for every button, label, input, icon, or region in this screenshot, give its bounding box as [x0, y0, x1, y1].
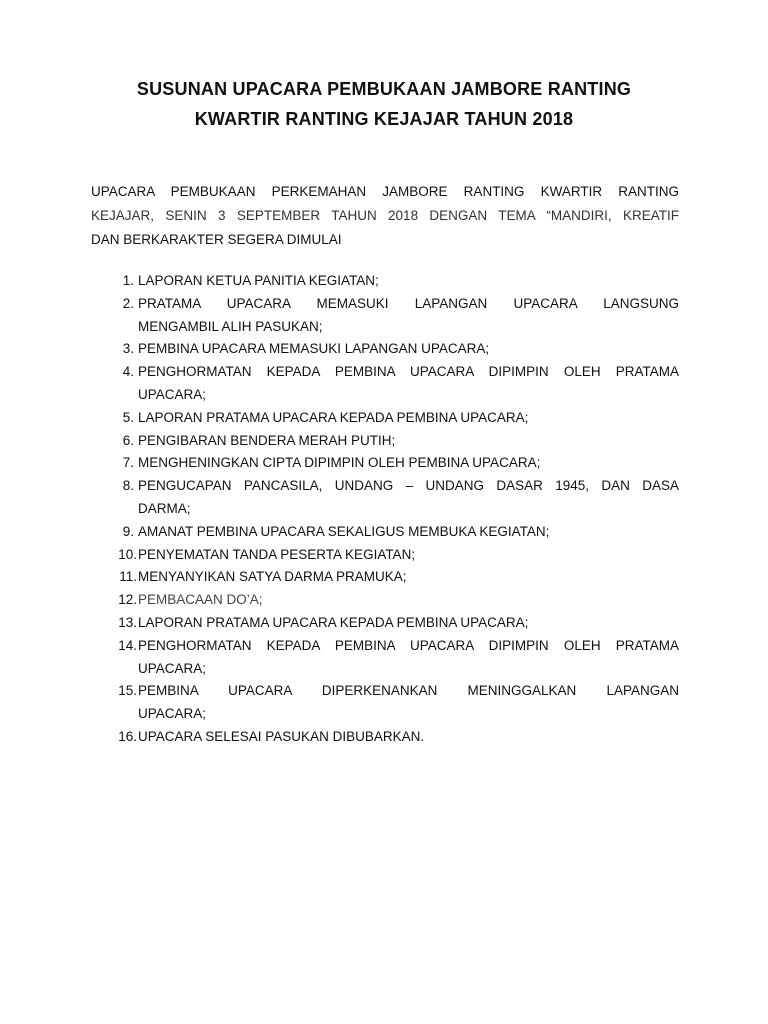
intro-line-1: UPACARA PEMBUKAAN PERKEMAHAN JAMBORE RANTING KWARTIR RANTING [91, 184, 679, 199]
intro-line-2: KEJAJAR, SENIN 3 SEPTEMBER TAHUN 2018 DENGAN TEMA “MANDIRI, KREATIF [91, 208, 679, 223]
list-item-text: PENGHORMATAN KEPADA PEMBINA UPACARA DIPIMPIN OLEH PRATAMA [138, 364, 679, 380]
list-item-number: 5. [122, 409, 134, 425]
list-item [91, 338, 679, 361]
list-item-text: PENGIBARAN BENDERA MERAH PUTIH; [138, 432, 396, 448]
list-item-text: AMANAT PEMBINA UPACARA SEKALIGUS MEMBUKA KEGIATAN; [138, 523, 550, 539]
list-item [91, 475, 679, 521]
list-item-number: 7. [122, 455, 134, 471]
list-item [91, 293, 679, 339]
list-item [91, 726, 679, 749]
list-item-number: 6. [122, 432, 134, 448]
list-item [91, 589, 679, 612]
list-item-text: PEMBACAAN DO’A; [138, 592, 263, 608]
list-item-text-cont: UPACARA; [138, 706, 207, 722]
list-item-text-cont: UPACARA; [138, 660, 207, 676]
list-item-text: PENGHORMATAN KEPADA PEMBINA UPACARA DIPIMPIN OLEH PRATAMA [138, 637, 679, 653]
list-item [91, 635, 679, 681]
list-item [91, 407, 679, 430]
list-item-text: PENGUCAPAN PANCASILA, UNDANG – UNDANG DASAR 1945, DAN DASA [138, 478, 679, 494]
list-item-text: PENYEMATAN TANDA PESERTA KEGIATAN; [138, 546, 416, 562]
list-item [91, 452, 679, 475]
list-item-text: MENYANYIKAN SATYA DARMA PRAMUKA; [138, 569, 407, 585]
list-item-number: 11. [119, 569, 137, 585]
list-item-number: 2. [122, 295, 134, 311]
list-item-text: LAPORAN PRATAMA UPACARA KEPADA PEMBINA UPACARA; [138, 614, 529, 630]
list-item [91, 680, 679, 726]
list-item-number: 3. [122, 341, 134, 357]
list-item-text: PRATAMA UPACARA MEMASUKI LAPANGAN UPACARA LANGSUNG [138, 295, 679, 311]
list-item [91, 612, 679, 635]
list-item-number: 16. [118, 728, 137, 744]
list-item [91, 430, 679, 453]
list-item-number: 12. [118, 592, 137, 608]
list-item [91, 521, 679, 544]
list-item-text: PEMBINA UPACARA MEMASUKI LAPANGAN UPACARA; [138, 341, 490, 357]
intro-line-3: DAN BERKARAKTER SEGERA DIMULAI [91, 232, 342, 247]
list-item-number: 4. [122, 364, 134, 380]
ceremony-order-list [91, 270, 679, 749]
list-item-text: MENGHENINGKAN CIPTA DIPIMPIN OLEH PEMBINA UPACARA; [138, 455, 541, 471]
list-item-number: 9. [122, 523, 134, 539]
list-item-number: 10. [118, 546, 137, 562]
list-item-text-cont: MENGAMBIL ALIH PASUKAN; [138, 318, 323, 334]
list-item-number: 14. [118, 637, 137, 653]
list-item [91, 361, 679, 407]
list-item-text: LAPORAN KETUA PANITIA KEGIATAN; [138, 273, 379, 288]
list-item-text-cont: UPACARA; [138, 386, 207, 402]
list-item-text: LAPORAN PRATAMA UPACARA KEPADA PEMBINA UPACARA; [138, 409, 529, 425]
list-item-number: 15. [118, 683, 137, 699]
intro-paragraph [91, 180, 679, 252]
title-line-2: KWARTIR RANTING KEJAJAR TAHUN 2018 [194, 109, 574, 129]
list-item-number: 8. [122, 478, 134, 494]
list-item-text-cont: DARMA; [138, 500, 191, 516]
title-line-1: SUSUNAN UPACARA PEMBUKAAN JAMBORE RANTING [136, 79, 632, 99]
list-item-text: UPACARA SELESAI PASUKAN DIBUBARKAN. [138, 728, 425, 744]
list-item-text: PEMBINA UPACARA DIPERKENANKAN MENINGGALKAN LAPANGAN [138, 683, 679, 699]
list-item [91, 544, 679, 567]
list-item [91, 270, 679, 293]
list-item-number: 1. [122, 273, 134, 288]
list-item-number: 13. [118, 614, 137, 630]
document-title [60, 74, 708, 134]
list-item [91, 566, 679, 589]
